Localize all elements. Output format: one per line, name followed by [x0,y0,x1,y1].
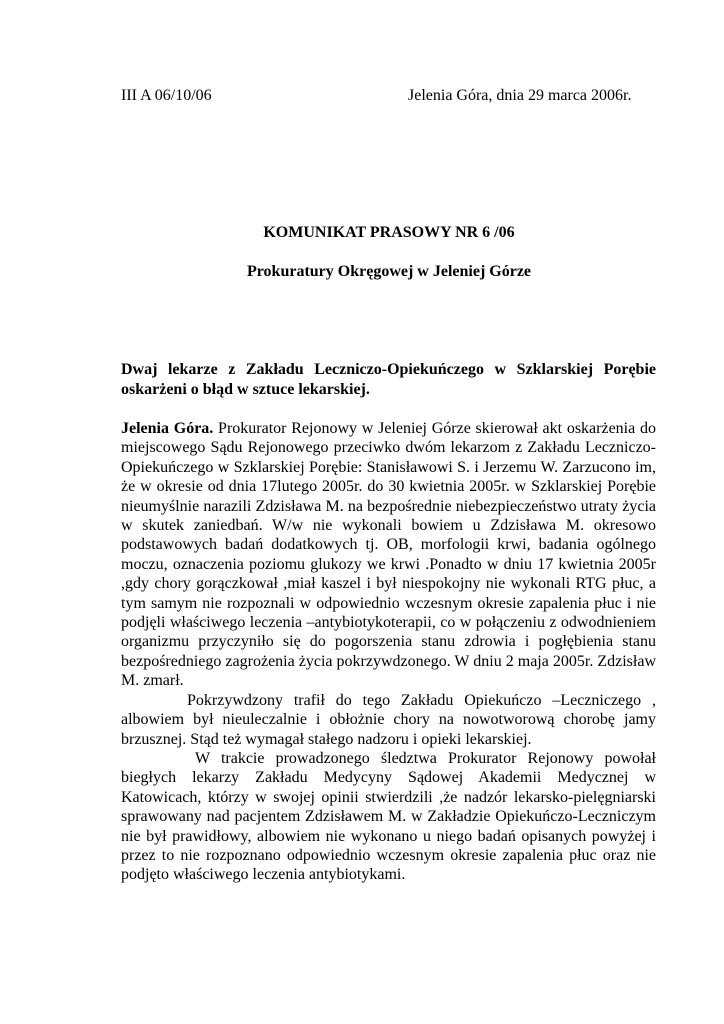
case-reference: III A 06/10/06 [121,87,212,104]
body-paragraph-2: Pokrzywdzony trafił do tego Zakładu Opiekuńczo –Leczniczego , albowiem był nieuleczalnie i obłożnie chory na nowotworową chorobę jamy brzusznej. Stąd też wymagał stałego nadzoru i opieki lekarskiej. [121,691,656,748]
body-paragraph-1 [121,419,656,691]
article-body [121,419,656,885]
headline: Dwaj lekarze z Zakładu Leczniczo-Opiekuńczego w Szklarskiej Porębie oskarżeni o błąd w sztuce lekarskiej. [121,361,656,398]
press-release-title: KOMUNIKAT PRASOWY NR 6 /06 [263,224,515,241]
place-and-date: Jelenia Góra, dnia 29 marca 2006r. [408,87,632,104]
issuing-office: Prokuratury Okręgowej w Jeleniej Górze [246,263,532,280]
body-paragraph-1-text: Prokurator Rejonowy w Jeleniej Górze skierował akt oskarżenia do miejscowego Sądu Rejonowego przeciwko dwóm lekarzom z Zakładu Leczniczo-Opiekuńczego w Szklarskiej Porębie: Stanisławowi S. i Jerzemu W. Zarzucono im, że w okresie od dnia 17lutego 2005r. do 30 kwietnia 2005r. w Szklarskiej Porębie nieumyślnie narazili Zdzisława M. na bezpośrednie niebezpieczeństwo utraty życia w skutek zaniedbań. W/w nie wykonali bowiem u Zdzisława M. okresowo podstawowych badań dodatkowych tj. OB, morfologii krwi, badania ogólnego moczu, oznaczenia poziomu glukozy we krwi .Ponadto w dniu 17 kwietnia 2005r ,gdy chory gorączkował ,miał kaszel i był niespokojny nie wykonali RTG płuc, a tym samym nie rozpoznali w odpowiednio wczesnym okresie zapalenia płuc i nie podjęli właściwego leczenia –antybiotykoterapii, co w połączeniu z odwodnieniem organizmu przyczyniło się do pogorszenia stanu zdrowia i pogłębienia stanu bezpośredniego zagrożenia życia pokrzywdzonego. W dniu 2 maja 2005r. Zdzisław M. zmarł. [121,420,656,690]
body-paragraph-3: W trakcie prowadzonego śledztwa Prokurator Rejonowy powołał biegłych lekarzy Zakładu Medycyny Sądowej Akademii Medycznej w Katowicach, którzy w swojej opinii stwierdzili ,że nadzór lekarsko-pielęgniarski sprawowany nad pacjentem Zdzisławem M. w Zakładzie Opiekuńczo-Leczniczym nie był prawidłowy, albowiem nie wykonano u niego badań opisanych powyżej i przez to nie rozpoznano odpowiednio wczesnym okresie zapalenia płuc oraz nie podjęto właściwego leczenia antybiotykami. [121,749,656,884]
dateline-city: Jelenia Góra. [121,420,214,437]
